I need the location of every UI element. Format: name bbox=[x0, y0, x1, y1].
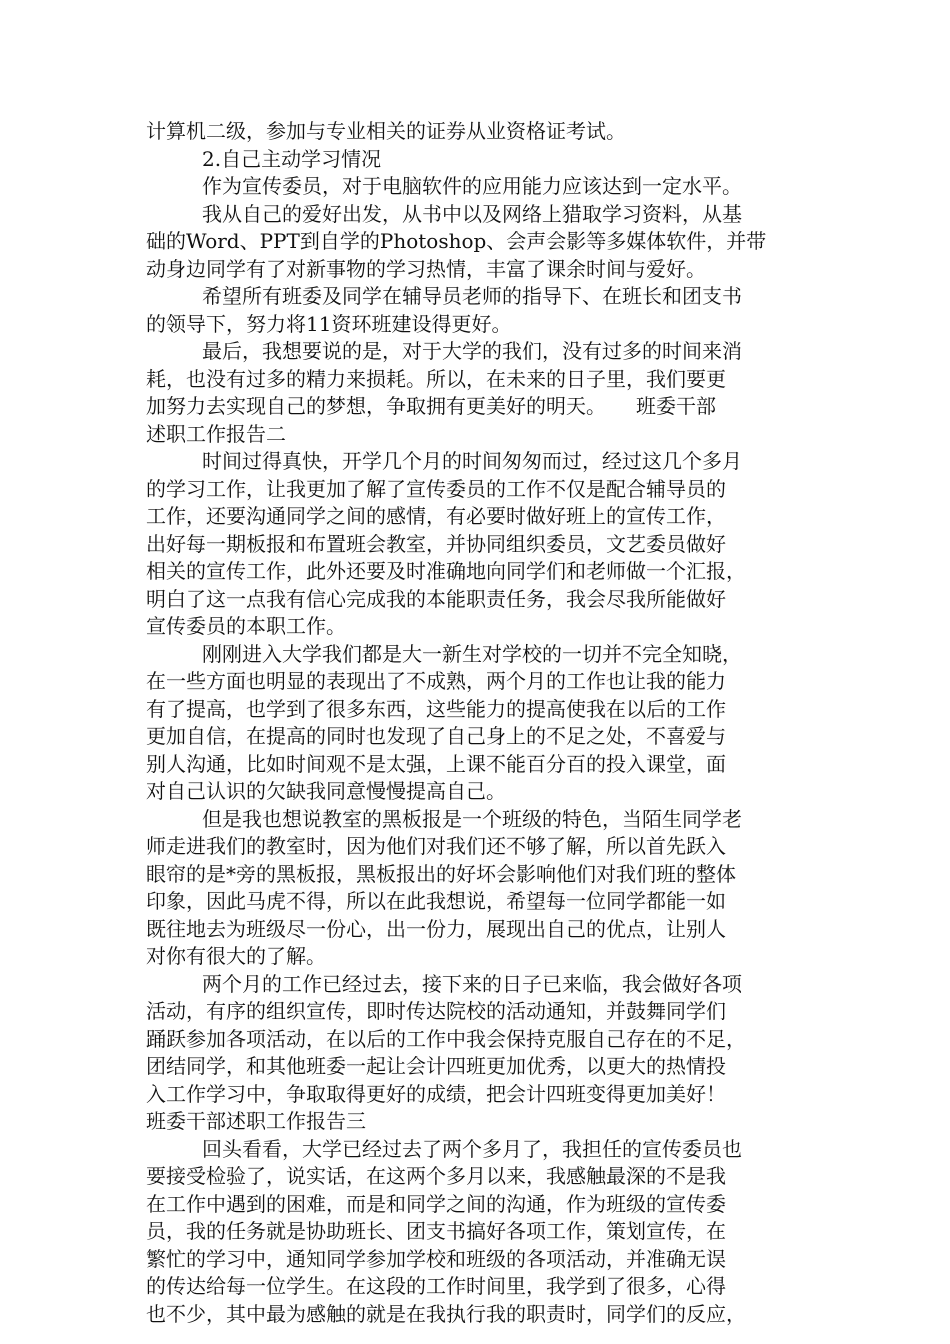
text-line: 础的Word、PPT到自学的Photoshop、会声会影等多媒体软件，并带 bbox=[146, 229, 767, 253]
section-title: 班委干部述职工作报告三 bbox=[146, 1109, 366, 1133]
text-line: 但是我也想说教室的黑板报是一个班级的特色，当陌生同学老 bbox=[202, 806, 742, 831]
text-line: 也不少，其中最为感触的就是在我执行我的职责时，同学们的反应， bbox=[146, 1301, 746, 1326]
text-line: 师走进我们的教室时，因为他们对我们还不够了解，所以首先跃入 bbox=[146, 834, 726, 858]
section-heading: 2.自己主动学习情况 bbox=[202, 146, 382, 171]
text-line: 踊跃参加各项活动，在以后的工作中我会保持克服自己存在的不足， bbox=[146, 1026, 746, 1051]
text-line: 别人沟通，比如时间观不是太强，上课不能百分百的投入课堂，面 bbox=[146, 751, 726, 776]
text-line: 有了提高，也学到了很多东西，这些能力的提高使我在以后的工作 bbox=[146, 696, 726, 721]
text-line: 明白了这一点我有信心完成我的本能职责任务，我会尽我所能做好 bbox=[146, 586, 726, 611]
text-line: 的传达给每一位学生。在这段的工作时间里，我学到了很多，心得 bbox=[146, 1274, 726, 1298]
text-line: 对你有很大的了解。 bbox=[146, 944, 326, 968]
text-line: 工作，还要沟通同学之间的感情，有必要时做好班上的宣传工作， bbox=[146, 504, 726, 528]
text-line: 活动，有序的组织宣传，即时传达院校的活动通知，并鼓舞同学们 bbox=[146, 999, 726, 1023]
text-line: 我从自己的爱好出发，从书中以及网络上猎取学习资料，从基 bbox=[202, 201, 742, 226]
text-line: 刚刚进入大学我们都是大一新生对学校的一切并不完全知晓， bbox=[202, 641, 742, 666]
text-line: 计算机二级，参加与专业相关的证券从业资格证考试。 bbox=[146, 119, 626, 143]
text-line: 眼帘的是*旁的黑板报，黑板报出的好坏会影响他们对我们班的整体 bbox=[146, 861, 736, 886]
text-line: 既往地去为班级尽一份心，出一份力，展现出自己的优点，让别人 bbox=[146, 916, 726, 941]
text-line: 更加自信，在提高的同时也发现了自己身上的不足之处，不喜爱与 bbox=[146, 724, 726, 748]
text-line: 员，我的任务就是协助班长、团支书搞好各项工作，策划宣传，在 bbox=[146, 1219, 726, 1243]
text-line: 的领导下，努力将11资环班建设得更好。 bbox=[146, 311, 512, 336]
text-line: 最后，我想要说的是，对于大学的我们，没有过多的时间来消 bbox=[202, 339, 742, 363]
text-line: 两个月的工作已经过去，接下来的日子已来临，我会做好各项 bbox=[202, 971, 742, 996]
text-line: 耗，也没有过多的精力来损耗。所以，在未来的日子里，我们要更 bbox=[146, 366, 726, 391]
text-line: 入工作学习中，争取取得更好的成绩，把会计四班变得更加美好！ bbox=[146, 1081, 726, 1106]
text-line: 团结同学，和其他班委一起让会计四班更加优秀，以更大的热情投 bbox=[146, 1054, 726, 1078]
document-body bbox=[146, 118, 808, 1328]
text-line: 繁忙的学习中，通知同学参加学校和班级的各项活动，并准确无误 bbox=[146, 1246, 726, 1271]
text-line: 相关的宣传工作，此外还要及时准确地向同学们和老师做一个汇报， bbox=[146, 559, 746, 583]
text-line: 加努力去实现自己的梦想，争取拥有更美好的明天。 班委干部 bbox=[146, 394, 716, 418]
text-line: 宣传委员的本职工作。 bbox=[146, 614, 346, 638]
text-line: 希望所有班委及同学在辅导员老师的指导下、在班长和团支书 bbox=[202, 284, 742, 308]
text-line: 作为宣传委员，对于电脑软件的应用能力应该达到一定水平。 bbox=[202, 174, 742, 198]
text-line: 印象，因此马虎不得，所以在此我想说，希望每一位同学都能一如 bbox=[146, 889, 726, 913]
text-line: 动身边同学有了对新事物的学习热情，丰富了课余时间与爱好。 bbox=[146, 256, 706, 281]
text-line: 在工作中遇到的困难，而是和同学之间的沟通，作为班级的宣传委 bbox=[146, 1191, 726, 1216]
text-line: 对自己认识的欠缺我同意慢慢提高自己。 bbox=[146, 779, 506, 803]
section-title: 述职工作报告二 bbox=[146, 421, 286, 446]
text-line: 时间过得真快，开学几个月的时间匆匆而过，经过这几个多月 bbox=[202, 449, 742, 473]
text-line: 的学习工作，让我更加了解了宣传委员的工作不仅是配合辅导员的 bbox=[146, 476, 726, 501]
text-line: 出好每一期板报和布置班会教室，并协同组织委员，文艺委员做好 bbox=[146, 531, 726, 556]
text-line: 回头看看，大学已经过去了两个多月了，我担任的宣传委员也 bbox=[202, 1136, 742, 1161]
text-line: 在一些方面也明显的表现出了不成熟，两个月的工作也让我的能力 bbox=[146, 669, 726, 693]
text-line: 要接受检验了，说实话，在这两个多月以来，我感触最深的不是我 bbox=[146, 1164, 726, 1188]
